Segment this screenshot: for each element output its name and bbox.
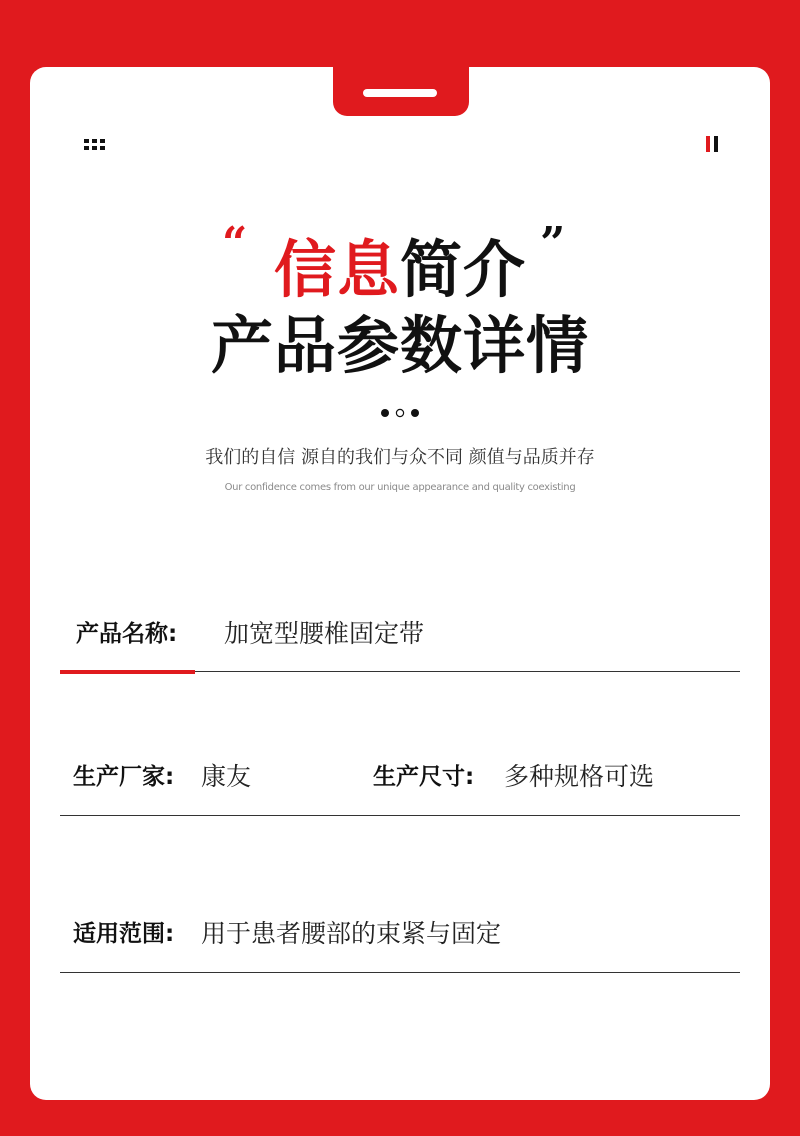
product-name-label: 产品名称: bbox=[76, 621, 178, 647]
slogan-chinese: 我们的自信 源自的我们与众不同 颜值与品质并存 bbox=[205, 447, 595, 468]
size-label: 生产尺寸: bbox=[373, 764, 475, 790]
product-name-value: 加宽型腰椎固定带 bbox=[224, 619, 425, 648]
dots-divider bbox=[380, 408, 422, 418]
divider-2 bbox=[60, 815, 740, 816]
notch-bar bbox=[363, 89, 437, 97]
page-title bbox=[0, 230, 800, 310]
scope-label: 适用范围: bbox=[73, 921, 175, 947]
scope-value: 用于患者腰部的束紧与固定 bbox=[201, 919, 502, 948]
quote-open-mark: “ bbox=[222, 218, 248, 269]
quote-close-mark: ” bbox=[540, 218, 566, 269]
title-rest: 简介 bbox=[400, 233, 527, 306]
divider-3 bbox=[60, 972, 740, 973]
title-highlight: 信息 bbox=[273, 233, 400, 306]
grid-icon bbox=[84, 139, 106, 151]
pause-icon bbox=[706, 136, 720, 152]
card-notch bbox=[333, 58, 469, 116]
slogan-english: Our confidence comes from our unique appearance and quality coexisting bbox=[224, 482, 576, 493]
manufacturer-label: 生产厂家: bbox=[73, 764, 175, 790]
manufacturer-value: 康友 bbox=[201, 762, 252, 791]
size-value: 多种规格可选 bbox=[504, 762, 655, 791]
page-subtitle: 产品参数详情 bbox=[210, 309, 589, 382]
divider-1-accent bbox=[60, 670, 195, 674]
